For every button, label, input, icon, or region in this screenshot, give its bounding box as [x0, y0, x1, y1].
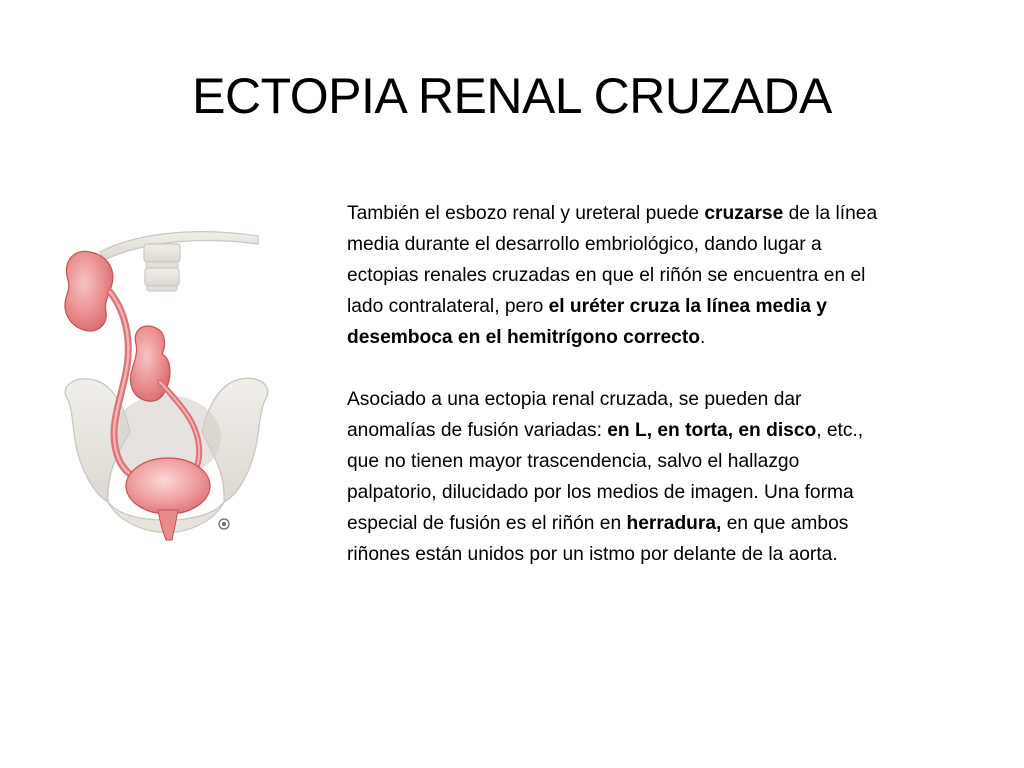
paragraph-1-text-2: de la línea media durante el desarrollo embriológico, dando lugar a ectopias renales cruzadas en que el riñón se encuentra en el lado contralateral, pero — [347, 203, 878, 317]
crossed-renal-ectopia-illustration — [48, 222, 278, 542]
urethra — [158, 510, 178, 540]
vertebra — [144, 244, 180, 291]
paragraph-2-text-1: Asociado a una ectopia renal cruzada, se pueden dar anomalías de fusión variadas: — [347, 389, 802, 441]
upper-kidney — [65, 251, 113, 331]
paragraph-2-text-3: en que ambos riñones están unidos por un istmo por delante de la aorta. — [347, 513, 849, 565]
paragraph-1-bold-1: cruzarse — [704, 203, 784, 224]
bladder — [126, 458, 210, 514]
slide-title: ECTOPIA RENAL CRUZADA — [192, 68, 832, 124]
paragraph-fusion — [347, 384, 892, 570]
paragraph-2-bold-2: herradura, — [626, 513, 722, 534]
paragraph-2-text-2: , etc., que no tienen mayor trascendencia, salvo el hallazgo palpatorio, dilucidado por los medios de imagen. Una forma especial de fusión es el riñón en — [347, 420, 864, 534]
paragraph-1-bold-2: el uréter cruza la línea media y desemboca en el hemitrígono correcto — [347, 296, 827, 348]
paragraph-1-text-1: También el esbozo renal y ureteral puede — [347, 203, 705, 224]
paragraph-1-text-3: . — [699, 327, 706, 348]
paragraph-crossing — [347, 198, 892, 353]
body-text — [347, 198, 892, 570]
paragraph-2-bold-1: en L, en torta, en disco — [607, 420, 817, 441]
